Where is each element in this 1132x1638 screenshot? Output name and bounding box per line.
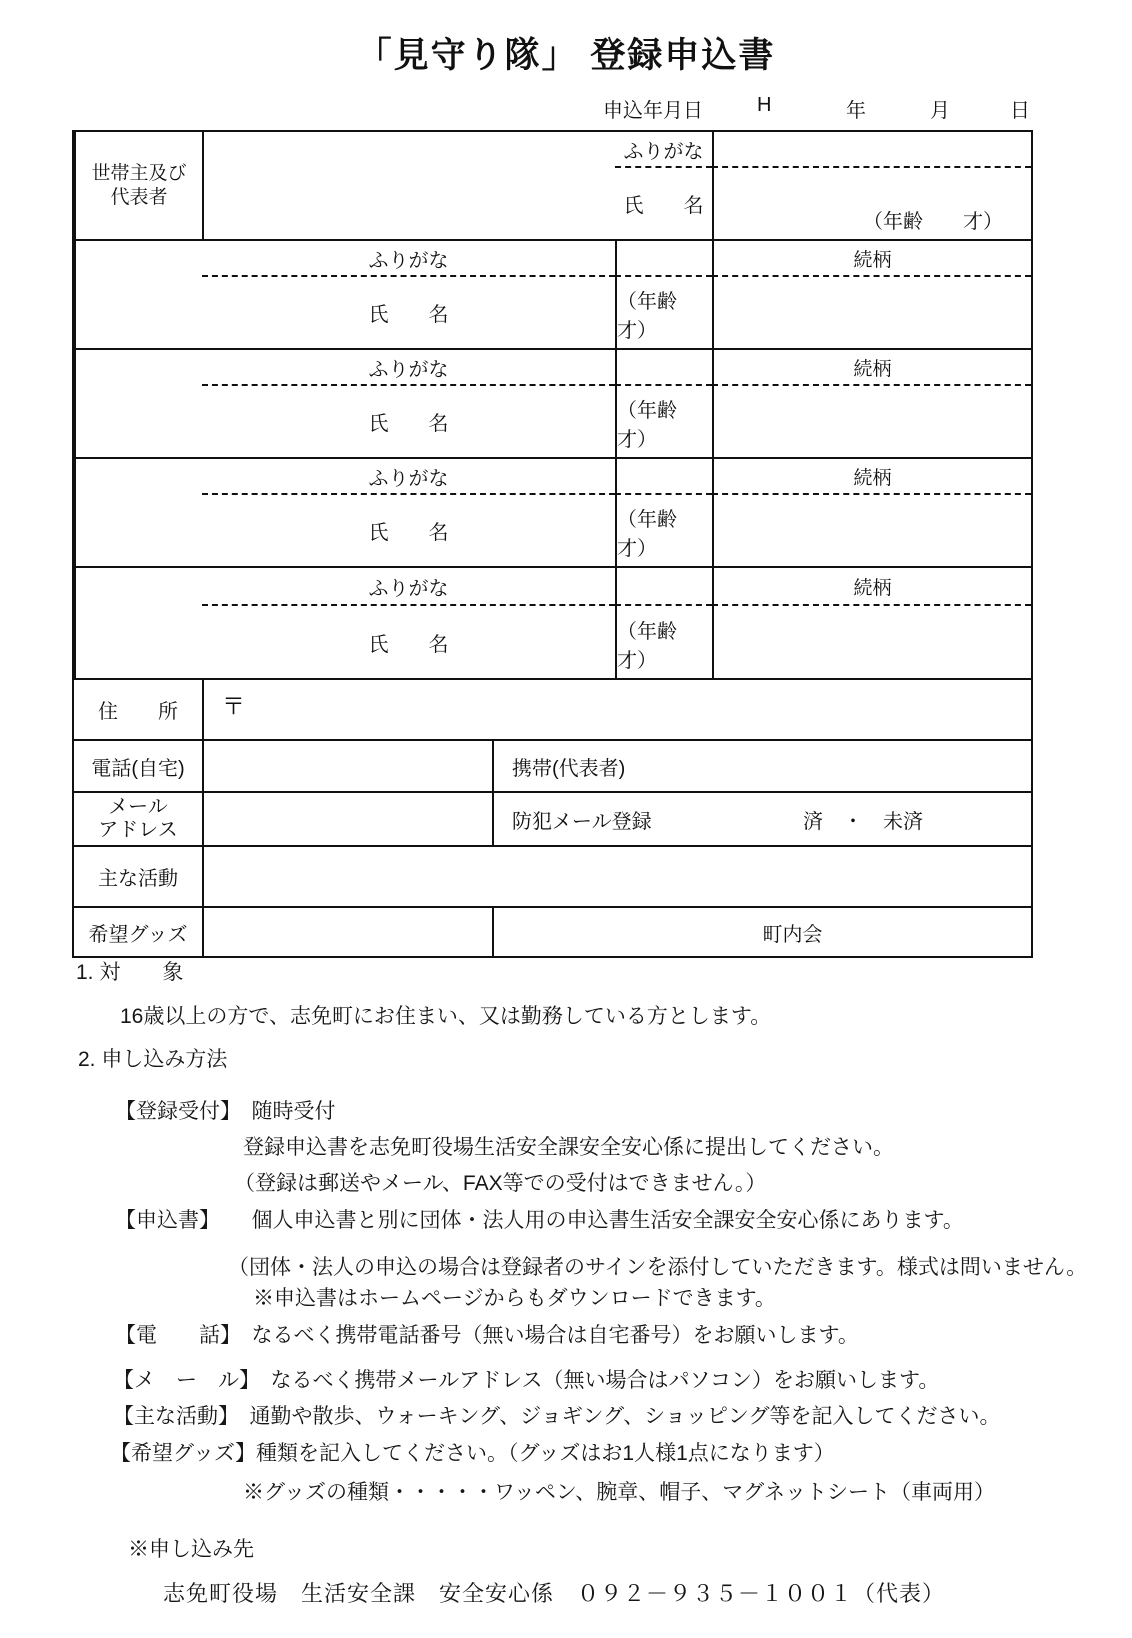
crime-mail-status[interactable]: 済 ・ 未済 bbox=[803, 810, 923, 833]
registration-form-table bbox=[72, 130, 1033, 958]
person-block-5 bbox=[74, 566, 1031, 678]
person-block-1 bbox=[74, 132, 1031, 239]
name-field[interactable] bbox=[615, 495, 717, 566]
activity-label: 主な活動 bbox=[98, 868, 178, 890]
person-block-3 bbox=[74, 348, 1031, 457]
name-field[interactable] bbox=[712, 168, 1031, 239]
age-label: （年齢 才） bbox=[617, 291, 717, 342]
mobile-phone-cell[interactable] bbox=[492, 741, 1031, 791]
name-field[interactable] bbox=[615, 277, 717, 348]
relation-field[interactable] bbox=[74, 568, 202, 678]
furigana-label: ふりがな bbox=[202, 568, 615, 606]
householder-label-line2: 代表者 bbox=[110, 186, 168, 208]
address-field[interactable] bbox=[202, 680, 1031, 739]
date-month-suffix: 月 bbox=[930, 100, 950, 122]
town-association-cell[interactable] bbox=[492, 908, 1031, 956]
age-label: （年齢 才） bbox=[617, 509, 717, 560]
mail-row bbox=[74, 791, 1031, 845]
mail-instruction-line: 【メ ー ル】 なるべく携帯メールアドレス（無い場合はパソコン）をお願いします。 bbox=[113, 1369, 940, 1392]
relation-label: 続柄 bbox=[712, 459, 1031, 495]
phone-row bbox=[74, 739, 1031, 791]
relation-label: 続柄 bbox=[712, 350, 1031, 386]
furigana-label: ふりがな bbox=[202, 459, 615, 495]
name-label: 氏 名 bbox=[368, 522, 449, 544]
activity-field[interactable] bbox=[202, 847, 1031, 906]
furigana-field[interactable] bbox=[712, 132, 1031, 168]
no-mail-fax-line: （登録は郵送やメール、FAX等での受付はできません。） bbox=[234, 1172, 767, 1195]
town-association-label: 町内会 bbox=[762, 923, 823, 946]
relation-field[interactable] bbox=[74, 350, 202, 457]
section-1-heading: 1. 対 象 bbox=[76, 961, 184, 984]
home-phone-label: 電話(自宅) bbox=[91, 757, 185, 780]
furigana-label: ふりがな bbox=[202, 241, 615, 277]
address-row bbox=[74, 678, 1031, 739]
mail-label-line1: メール bbox=[108, 796, 168, 818]
householder-field[interactable] bbox=[202, 132, 615, 239]
name-label: 氏 名 bbox=[368, 304, 449, 326]
age-label: （年齢 才） bbox=[617, 621, 717, 672]
date-year-suffix: 年 bbox=[846, 100, 866, 122]
relation-field[interactable] bbox=[74, 241, 202, 348]
registration-desk-line: 【登録受付】 随時受付 bbox=[115, 1100, 336, 1123]
group-application-line: （団体・法人の申込の場合は登録者のサインを添付していただきます。様式は問いません。 bbox=[228, 1256, 1088, 1279]
furigana-field[interactable] bbox=[615, 350, 712, 386]
goods-instruction-line: 【希望グッズ】種類を記入してください。（グッズはお1人様1点になります） bbox=[110, 1442, 835, 1465]
application-date-line bbox=[0, 94, 1132, 120]
name-field[interactable] bbox=[615, 606, 717, 678]
relation-label: 続柄 bbox=[712, 568, 1031, 606]
postal-mark: 〒 bbox=[222, 693, 245, 719]
submit-instruction-line: 登録申込書を志免町役場生活安全課安全安心係に提出してください。 bbox=[243, 1136, 894, 1159]
name-label: 氏 名 bbox=[368, 413, 449, 435]
section-2-heading: 2. 申し込み方法 bbox=[78, 1048, 228, 1071]
name-label: 氏 名 bbox=[623, 195, 704, 217]
relation-field-lower[interactable] bbox=[712, 606, 1031, 678]
activity-row bbox=[74, 845, 1031, 906]
date-label: 申込年月日 bbox=[603, 100, 703, 122]
mobile-phone-label: 携帯(代表者) bbox=[512, 757, 626, 780]
householder-label bbox=[74, 132, 202, 239]
town-office-contact-line: 志免町役場 生活安全課 安全安心係 ０９２－９３５－１００１（代表） bbox=[163, 1581, 946, 1606]
name-field[interactable] bbox=[615, 386, 717, 457]
furigana-field[interactable] bbox=[615, 241, 712, 277]
relation-field-lower[interactable] bbox=[712, 386, 1031, 457]
furigana-field[interactable] bbox=[615, 459, 712, 495]
date-day-suffix: 日 bbox=[1010, 100, 1030, 122]
application-contact-heading: ※申し込み先 bbox=[128, 1538, 254, 1561]
goods-row bbox=[74, 906, 1031, 956]
goods-types-line: ※グッズの種類・・・・・ワッペン、腕章、帽子、マグネットシート（車両用） bbox=[243, 1481, 996, 1504]
homepage-download-line: ※申込書はホームページからもダウンロードできます。 bbox=[253, 1287, 776, 1310]
crime-mail-label: 防犯メール登録 bbox=[512, 810, 652, 833]
person-block-4 bbox=[74, 457, 1031, 566]
person-block-2 bbox=[74, 239, 1031, 348]
application-form-line: 【申込書】 個人申込書と別に団体・法人用の申込書生活安全課安全安心係にあります。 bbox=[115, 1209, 964, 1232]
home-phone-field[interactable] bbox=[202, 741, 492, 791]
furigana-label: ふりがな bbox=[615, 132, 712, 168]
activity-instruction-line: 【主な活動】 通勤や散歩、ウォーキング、ジョギング、ショッピング等を記入してください。 bbox=[113, 1405, 1001, 1428]
name-label: 氏 名 bbox=[368, 633, 449, 656]
householder-label-line1: 世帯主及び bbox=[91, 162, 187, 184]
page-title: 「見守り隊」 登録申込書 bbox=[356, 36, 776, 75]
age-label: （年齢 才） bbox=[863, 211, 1003, 233]
relation-field-lower[interactable] bbox=[712, 495, 1031, 566]
mail-address-label bbox=[74, 793, 202, 845]
furigana-label: ふりがな bbox=[202, 350, 615, 386]
furigana-field[interactable] bbox=[615, 568, 712, 606]
relation-field[interactable] bbox=[74, 459, 202, 566]
section-1-body: 16歳以上の方で、志免町にお住まい、又は勤務している方とします。 bbox=[120, 1005, 772, 1028]
relation-field-lower[interactable] bbox=[712, 277, 1031, 348]
goods-field[interactable] bbox=[202, 908, 492, 956]
relation-label: 続柄 bbox=[712, 241, 1031, 277]
date-era: H bbox=[757, 94, 772, 116]
crime-mail-cell[interactable] bbox=[492, 793, 1031, 845]
address-label: 住 所 bbox=[98, 701, 178, 723]
phone-instruction-line: 【電 話】 なるべく携帯電話番号（無い場合は自宅番号）をお願いします。 bbox=[115, 1324, 859, 1347]
mail-address-field[interactable] bbox=[202, 793, 492, 845]
goods-label: 希望グッズ bbox=[88, 923, 188, 946]
age-label: （年齢 才） bbox=[617, 400, 717, 451]
mail-label-line2: アドレス bbox=[98, 819, 178, 841]
